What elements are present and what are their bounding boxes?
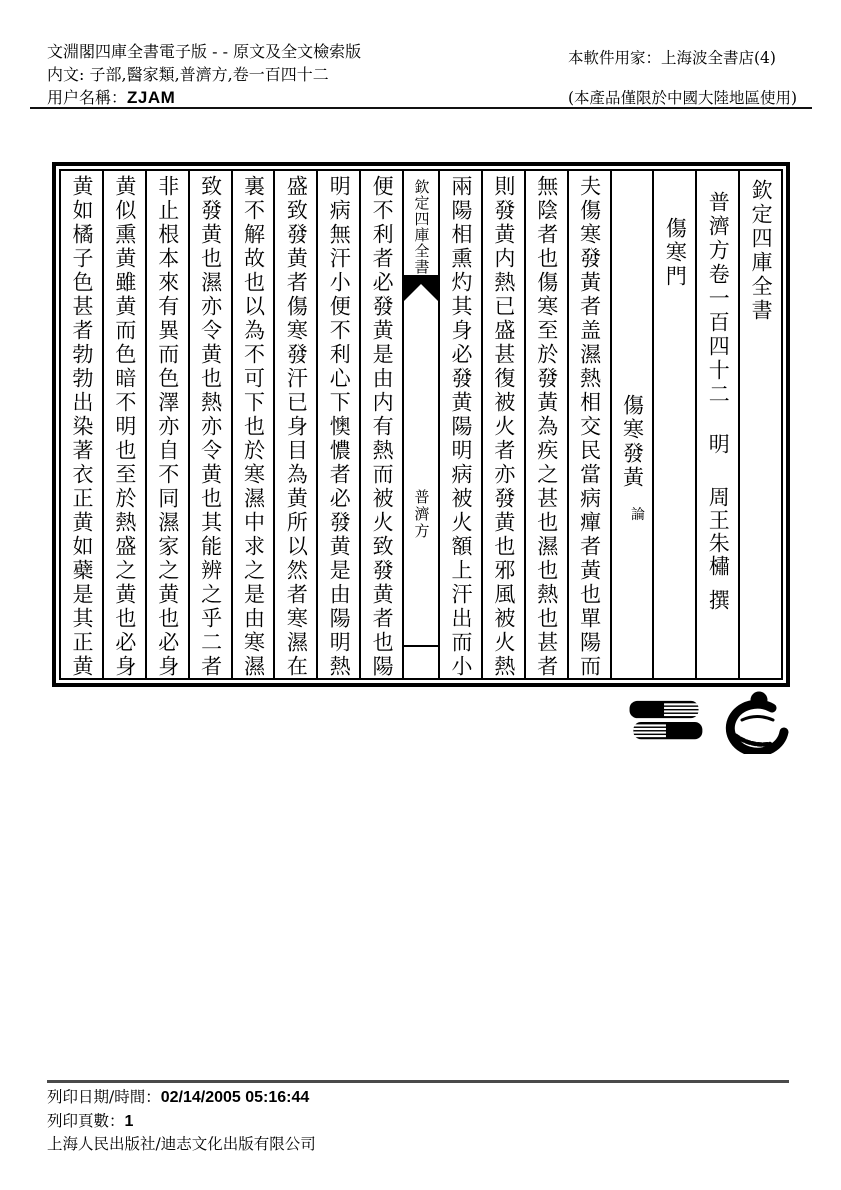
body-text: 兩陽相熏灼其身必發黄陽明病被火額上汗出而小 <box>448 175 473 679</box>
body-column <box>569 171 612 678</box>
section-title: 傷寒門 <box>663 217 688 289</box>
volume-role: 撰 <box>706 589 731 610</box>
spine-book-title: 普濟方 <box>412 489 431 540</box>
body-text: 則發黄内熱已盛甚復被火者亦發黄也邪風被火熱 <box>491 175 516 679</box>
stacked-books-logo-icon <box>627 699 703 745</box>
publisher-line: 上海人民出版社/迪志文化出版有限公司 <box>47 1135 316 1153</box>
body-column <box>526 171 569 678</box>
app-title: 文淵閣四庫全書電子版 - - 原文及全文檢索版 <box>47 42 362 61</box>
spine-column <box>404 171 440 678</box>
body-column <box>147 171 190 678</box>
body-column <box>440 171 483 678</box>
subsection-note: 論 <box>630 506 645 523</box>
body-column <box>190 171 233 678</box>
volume-dynasty: 明 <box>706 433 731 454</box>
volume-title: 普濟方卷一百四十二 <box>706 191 731 407</box>
user-name: ZJAM <box>127 88 176 107</box>
print-pages-line <box>47 1110 316 1134</box>
print-date-value: 02/14/2005 05:16:44 <box>160 1089 310 1106</box>
body-text: 裏不解故也以為不可下也於寒濕中求之是由寒濕 <box>241 175 266 679</box>
content-path: 内文: 子部,醫家類,普濟方,卷一百四十二 <box>47 65 329 84</box>
body-text: 夫傷寒發黃者盖濕熱相交民當病癉者黃也單陽而 <box>577 175 602 679</box>
user-label: 用户名稱： <box>47 88 128 107</box>
print-pages-value: 1 <box>124 1112 134 1130</box>
user-line <box>47 86 361 109</box>
book-page-grid <box>59 169 783 680</box>
body-text: 便不利者必發黄是由内有熱而被火致發黄者也陽 <box>370 175 395 679</box>
body-column <box>318 171 361 678</box>
body-column <box>361 171 404 678</box>
volume-author: 周王朱橚 <box>706 486 731 578</box>
fishtail-marker-icon <box>404 275 438 301</box>
body-text: 非止根本來有異而色澤亦自不同濕家之黄也必身 <box>155 175 180 679</box>
body-column <box>275 171 318 678</box>
header-divider <box>30 107 812 109</box>
print-pages-label: 列印頁數： <box>47 1111 125 1130</box>
spine-foot-cell <box>404 645 438 678</box>
body-column <box>483 171 526 678</box>
spine-series-title: 欽定四庫全書 <box>412 179 431 275</box>
body-column <box>233 171 276 678</box>
print-date-line <box>47 1086 316 1110</box>
subsection-title: 傷寒發黃 <box>620 393 645 490</box>
series-title: 欽定四庫全書 <box>749 179 774 323</box>
column-subsection <box>612 171 655 678</box>
column-series-title <box>740 171 781 678</box>
print-date-label: 列印日期/時間： <box>47 1088 161 1106</box>
licensee-line: 本軟件用家：上海波全書店(4) <box>568 49 776 67</box>
body-text: 明病無汗小便不利心下懊憹者必發黄是由陽明熱 <box>327 175 352 679</box>
body-text: 無陰者也傷寒至於發黃為疾之甚也濕也熱也甚者 <box>534 175 559 679</box>
column-section <box>654 171 697 678</box>
pearl-swirl-logo-icon <box>718 690 792 754</box>
footer <box>47 1086 316 1156</box>
book-page <box>52 162 790 687</box>
body-column <box>104 171 147 678</box>
footer-divider <box>47 1080 789 1083</box>
header-left <box>47 40 361 109</box>
column-volume <box>697 171 740 678</box>
body-column <box>61 171 104 678</box>
restriction-line: (本產品僅限於中國大陸地區使用) <box>568 89 798 107</box>
body-text: 盛致發黄者傷寒發汗已身目為黄所以然者寒濕在 <box>284 175 309 679</box>
body-text: 黄如橘子色甚者勃勃出染著衣正黄如蘗是其正黄 <box>69 175 94 679</box>
body-text: 致發黄也濕亦令黄也熱亦令黄也其能辨之乎二者 <box>198 175 223 679</box>
body-text: 黄似熏黄雖黄而色暗不明也至於熱盛之黄也必身 <box>112 175 137 679</box>
header-right <box>568 46 797 108</box>
